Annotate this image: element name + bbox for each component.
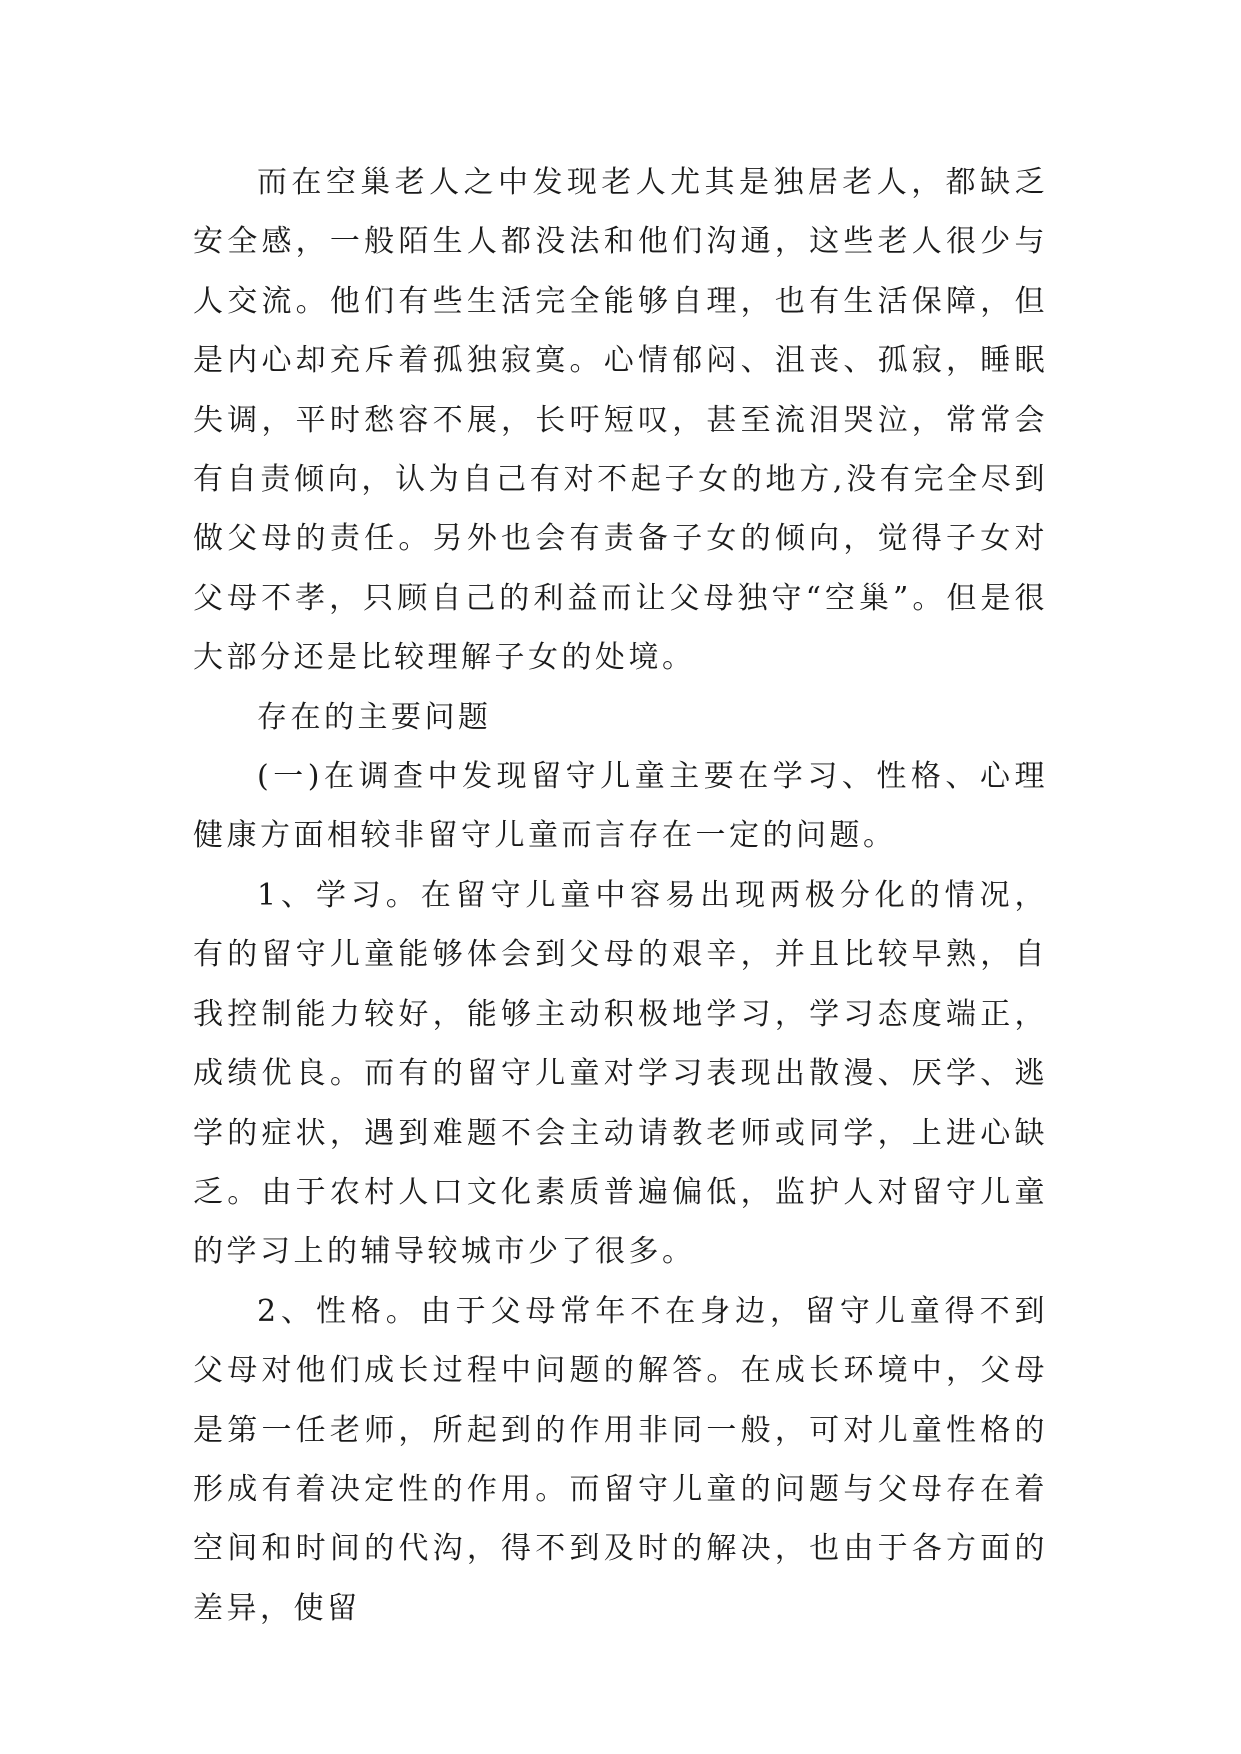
paragraph-study: 1、学习。在留守儿童中容易出现两极分化的情况，有的留守儿童能够体会到父母的艰辛，并且比较早熟，自我控制能力较好，能够主动积极地学习，学习态度端正，成绩优良。而有的留守儿童对学习表现出散漫、厌学、逃学的症状，遇到难题不会主动请教老师或同学，上进心缺乏。由于农村人口文化素质普遍偏低，监护人对留守儿童的学习上的辅导较城市少了很多。 [193, 877, 1048, 1270]
body-text [193, 153, 1048, 1638]
paragraph-survey-findings: (一)在调查中发现留守儿童主要在学习、性格、心理健康方面相较非留守儿童而言存在一定的问题。 [193, 759, 1048, 854]
paragraph-personality: 2、性格。由于父母常年不在身边，留守儿童得不到父母对他们成长过程中问题的解答。在成长环境中，父母是第一任老师，所起到的作用非同一般，可对儿童性格的形成有着决定性的作用。而留守儿童的问题与父母存在着空间和时间的代沟，得不到及时的解决，也由于各方面的差异，使留 [193, 1293, 1048, 1626]
section-heading-main-problems: 存在的主要问题 [257, 699, 492, 735]
paragraph-empty-nest-elderly: 而在空巢老人之中发现老人尤其是独居老人，都缺乏安全感，一般陌生人都没法和他们沟通，这些老人很少与人交流。他们有些生活完全能够自理，也有生活保障，但是内心却充斥着孤独寂寞。心情郁闷、沮丧、孤寂，睡眠失调，平时愁容不展，长吁短叹，甚至流泪哭泣，常常会有自责倾向，认为自己有对不起子女的地方,没有完全尽到做父母的责任。另外也会有责备子女的倾向，觉得子女对父母不孝，只顾自己的利益而让父母独守“空巢”。但是很大部分还是比较理解子女的处境。 [193, 165, 1048, 676]
